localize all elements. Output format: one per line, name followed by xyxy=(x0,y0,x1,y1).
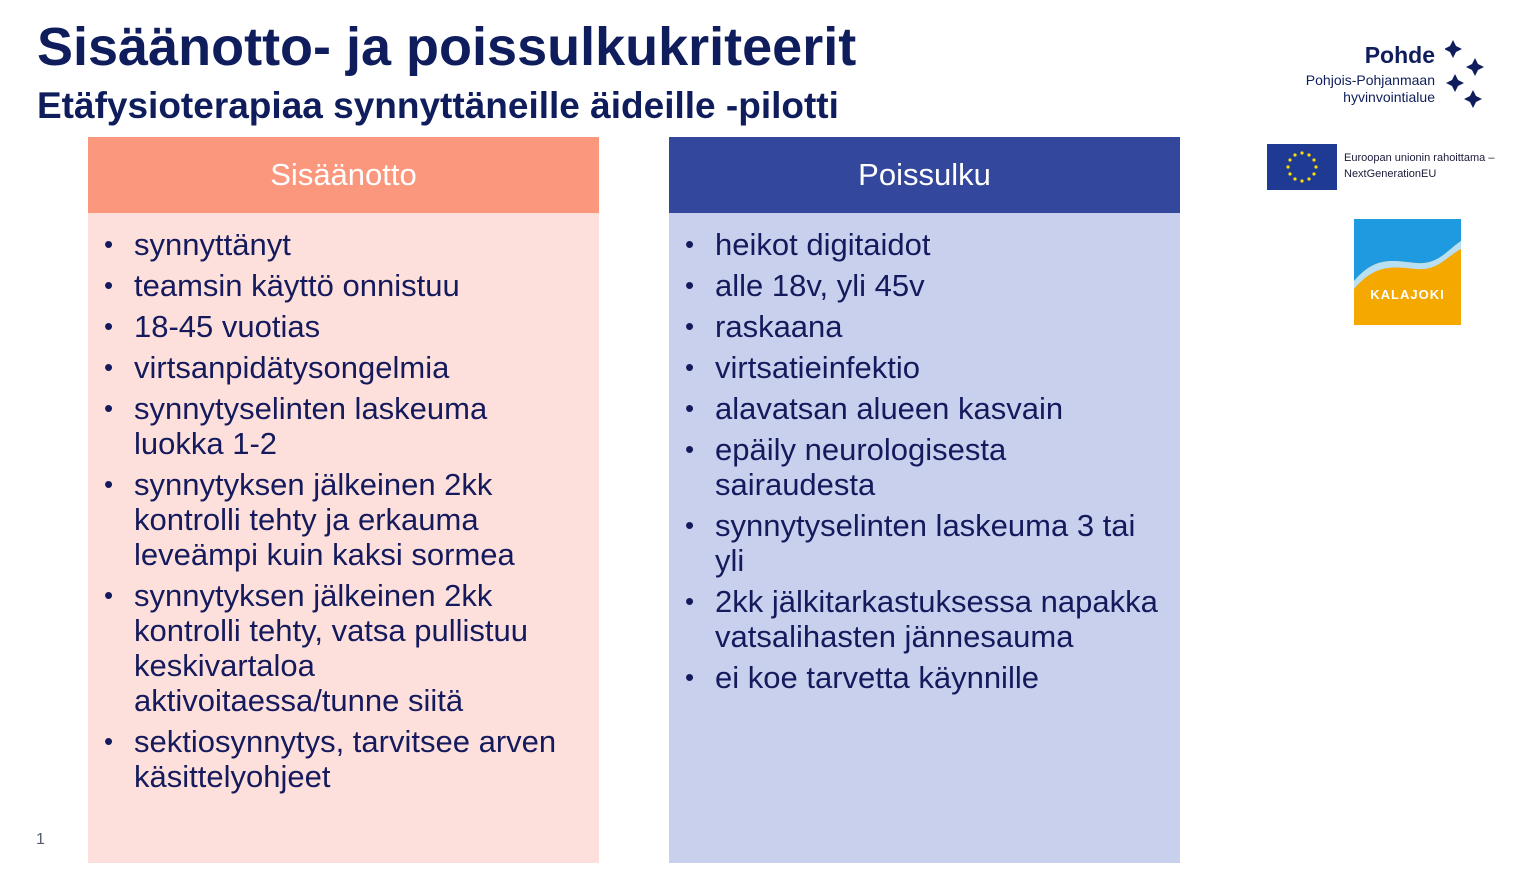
list-item: • teamsin käyttö onnistuu xyxy=(134,268,579,303)
list-item: • heikot digitaidot xyxy=(715,227,1160,262)
exclusion-column xyxy=(669,137,1180,863)
slide-number: 1 xyxy=(36,831,45,848)
eu-flag-icon xyxy=(1267,144,1337,190)
kalajoki-logo xyxy=(1354,219,1461,325)
eu-funding-line2: NextGenerationEU xyxy=(1344,168,1437,180)
list-item: • ei koe tarvetta käynnille xyxy=(715,660,1160,695)
list-item: • 18-45 vuotias xyxy=(134,309,579,344)
eu-funding-logo xyxy=(1267,144,1507,192)
pohde-logo-line2: hyvinvointialue xyxy=(1343,89,1435,105)
list-item: • raskaana xyxy=(715,309,1160,344)
list-item: • synnytyksen jälkeinen 2kk kontrolli tehty ja erkauma leveämpi kuin kaksi sormea xyxy=(134,467,579,572)
pohde-logo xyxy=(1285,38,1485,112)
list-item: • synnyttänyt xyxy=(134,227,579,262)
slide-subtitle: Etäfysioterapiaa synnyttäneille äideille -pilotti xyxy=(37,85,839,126)
list-item: • virtsatieinfektio xyxy=(715,350,1160,385)
list-item: • alle 18v, yli 45v xyxy=(715,268,1160,303)
list-item: • synnytyksen jälkeinen 2kk kontrolli tehty, vatsa pullistuu keskivartaloa aktivoitaessa/tunne siitä xyxy=(134,578,579,718)
list-item: • alavatsan alueen kasvain xyxy=(715,391,1160,426)
list-item: • synnytyselinten laskeuma luokka 1-2 xyxy=(134,391,579,461)
list-item: • synnytyselinten laskeuma 3 tai yli xyxy=(715,508,1160,578)
inclusion-list xyxy=(88,213,599,794)
pohde-star-icon xyxy=(1445,38,1485,112)
eu-funding-line1: Euroopan unionin rahoittama – xyxy=(1344,152,1495,164)
kalajoki-wave-icon xyxy=(1354,219,1461,325)
inclusion-column xyxy=(88,137,599,863)
list-item: • epäily neurologisesta sairaudesta xyxy=(715,432,1160,502)
slide-title: Sisäänotto- ja poissulkukriteerit xyxy=(37,17,857,77)
kalajoki-label: KALAJOKI xyxy=(1370,287,1445,302)
list-item: • sektiosynnytys, tarvitsee arven käsittelyohjeet xyxy=(134,724,579,794)
exclusion-list xyxy=(669,213,1180,695)
inclusion-heading: Sisäänotto xyxy=(88,137,599,213)
pohde-logo-line1: Pohjois-Pohjanmaan xyxy=(1305,72,1435,88)
exclusion-heading: Poissulku xyxy=(669,137,1180,213)
list-item: • 2kk jälkitarkastuksessa napakka vatsalihasten jännesauma xyxy=(715,584,1160,654)
list-item: • virtsanpidätysongelmia xyxy=(134,350,579,385)
pohde-logo-name: Pohde xyxy=(1364,42,1435,68)
